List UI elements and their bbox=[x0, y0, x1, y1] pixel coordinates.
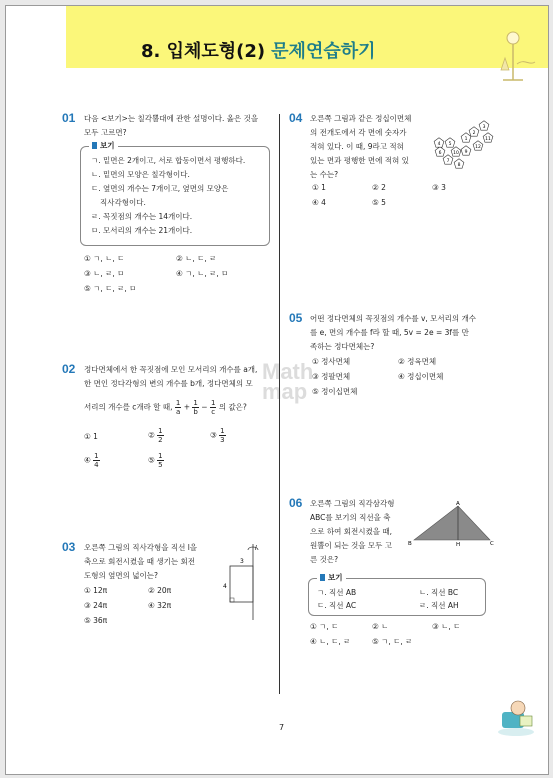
choice-2[interactable]: ② 정육면체 bbox=[398, 357, 437, 366]
choice-5[interactable]: ⑤ 5 bbox=[372, 198, 386, 207]
net-face-label: 12 bbox=[475, 145, 481, 150]
question-number: 02 bbox=[62, 362, 76, 376]
choice-1[interactable]: ① 1 bbox=[84, 432, 98, 441]
net-face-label: 7 bbox=[446, 159, 450, 164]
net-face-label: 11 bbox=[485, 137, 491, 142]
example-box: 보기 ㄱ. 직선 AB ㄴ. 직선 BC ㄷ. 직선 AC ㄹ. 직선 AH bbox=[308, 578, 486, 616]
choice-4[interactable]: ④ ㄱ, ㄴ, ㄹ, ㅁ bbox=[176, 269, 229, 278]
choice-3[interactable]: ③ ㄴ, ㄷ bbox=[432, 622, 461, 631]
choice-1[interactable]: ① 1 bbox=[312, 183, 326, 192]
choice-4[interactable]: ④ 4 bbox=[312, 198, 326, 207]
question-number: 06 bbox=[289, 496, 303, 510]
svg-text:B: B bbox=[408, 541, 412, 546]
dodecahedron-net-figure bbox=[426, 116, 506, 182]
boy-reading-mascot-icon bbox=[494, 698, 538, 738]
choice-4[interactable]: ④ ㄴ, ㄷ, ㄹ bbox=[310, 637, 351, 646]
page-title bbox=[141, 37, 376, 63]
choice-1[interactable]: ① 12π bbox=[84, 586, 108, 595]
column-divider bbox=[279, 114, 280, 694]
question-number: 05 bbox=[289, 311, 303, 325]
chapter-title: 8. 입체도형(2) bbox=[141, 41, 266, 62]
question-text: 정다면체에서 한 꼭짓점에 모인 모서리의 개수를 a개, 한 면인 정다각형의 변의 개수를 b개, 정다면체의 모 bbox=[84, 365, 258, 388]
workbook-page bbox=[5, 5, 549, 775]
net-face-label: 5 bbox=[448, 142, 452, 147]
page-number: 7 bbox=[279, 723, 285, 732]
choice-1[interactable]: ① 정사면체 bbox=[312, 357, 351, 366]
choice-5[interactable]: ⑤ ㄱ, ㄷ, ㄹ, ㅁ bbox=[84, 284, 137, 293]
net-face-label: 4 bbox=[437, 142, 441, 147]
rectangle-rotation-figure bbox=[216, 542, 266, 622]
question-text: 어떤 정다면체의 꼭짓점의 개수를 v, 모서리의 개수 를 e, 면의 개수를 f라 할 때, 5v = 2e = 3f를 만 족하는 정다면체는? bbox=[310, 314, 477, 351]
choice-5[interactable]: ⑤ 36π bbox=[84, 616, 108, 625]
question-number: 04 bbox=[289, 111, 303, 125]
choice-5[interactable]: ⑤ ㄱ, ㄷ, ㄹ bbox=[372, 637, 413, 646]
watermark: Math map bbox=[262, 359, 314, 404]
choice-5[interactable]: ⑤ $\frac{1}{5}$ bbox=[148, 452, 163, 469]
question-text: 오른쪽 그림의 직각삼각형 ABC를 보기의 직선을 축 으로 하여 회전시켰을 때, 원뿔이 되는 것을 모두 고 른 것은? bbox=[310, 499, 395, 564]
choice-3[interactable]: ③ 24π bbox=[84, 601, 108, 610]
choice-4[interactable]: ④ 정십이면체 bbox=[398, 372, 444, 381]
choice-4[interactable]: ④ 32π bbox=[148, 601, 172, 610]
question-number: 03 bbox=[62, 540, 76, 554]
svg-text:H: H bbox=[456, 542, 461, 546]
choice-2[interactable]: ② 2 bbox=[372, 183, 386, 192]
choice-5[interactable]: ⑤ 정이십면체 bbox=[312, 387, 358, 396]
header-band bbox=[66, 6, 548, 68]
question-number: 01 bbox=[62, 111, 76, 125]
net-face-label: 8 bbox=[457, 163, 461, 168]
net-face-label: 3 bbox=[482, 125, 486, 130]
net-face-label: 2 bbox=[472, 131, 476, 136]
svg-text:3: 3 bbox=[240, 558, 244, 565]
choice-2[interactable]: ② ㄴ bbox=[372, 622, 389, 631]
example-box: 보기 ㄱ. 밑면은 2개이고, 서로 합동이면서 평행하다. ㄴ. 밑면의 모양은 칠각형이다. ㄷ. 옆면의 개수는 7개이고, 옆면의 모양은 직사각형이다. ㄹ. 꼭짓점의 개수는 14개이다. ㅁ. 모서리의 개수는 21개이다. bbox=[80, 146, 270, 246]
question-formula-line: 서리의 개수를 c개라 할 때, $\frac{1}{a}$ + $\frac{1}{b}$ − $\frac{1}{c}$ 의 값은? bbox=[84, 399, 247, 416]
fraction: $\frac{1}{b}$ bbox=[193, 399, 198, 416]
choice-2[interactable]: ② 20π bbox=[148, 586, 172, 595]
box-label: 보기 bbox=[89, 140, 118, 151]
svg-text:A: A bbox=[456, 501, 460, 507]
svg-text:C: C bbox=[490, 541, 494, 546]
net-face-label: 6 bbox=[438, 151, 442, 156]
choice-3[interactable]: ③ ㄴ, ㄹ, ㅁ bbox=[84, 269, 125, 278]
fraction: $\frac{1}{a}$ bbox=[175, 399, 181, 416]
net-face-label: 10 bbox=[453, 151, 459, 156]
svg-text:4: 4 bbox=[223, 583, 227, 590]
choice-3[interactable]: ③ $\frac{1}{3}$ bbox=[210, 427, 225, 444]
question-text: 오른쪽 그림과 같은 정십이면체 의 전개도에서 각 면에 숫자가 적혀 있다. 이 때, 9라고 적혀 있는 면과 평행한 면에 적혀 있 는 수는? bbox=[310, 114, 412, 179]
choice-3[interactable]: ③ 3 bbox=[432, 183, 446, 192]
choice-3[interactable]: ③ 정팔면체 bbox=[312, 372, 351, 381]
right-triangle-figure bbox=[406, 500, 496, 546]
net-face-label: 1 bbox=[464, 137, 468, 142]
section-subtitle: 문제연습하기 bbox=[271, 41, 376, 62]
choice-4[interactable]: ④ $\frac{1}{4}$ bbox=[84, 452, 99, 469]
net-face-label: 9 bbox=[464, 150, 468, 155]
box-label: 보기 bbox=[317, 572, 346, 583]
choice-2[interactable]: ② ㄴ, ㄷ, ㄹ bbox=[176, 254, 217, 263]
question-text: 다음 <보기>는 칠각뿔대에 관한 설명이다. 옳은 것을 모두 고르면? bbox=[84, 114, 259, 137]
lamp-decoration-icon bbox=[481, 20, 541, 90]
choice-2[interactable]: ② $\frac{1}{2}$ bbox=[148, 427, 163, 444]
choice-1[interactable]: ① ㄱ, ㄴ, ㄷ bbox=[84, 254, 125, 263]
fraction: $\frac{1}{c}$ bbox=[210, 399, 216, 416]
question-text: 오른쪽 그림의 직사각형을 직선 l을 축으로 회전시켰을 때 생기는 회전 도형의 옆면의 넓이는? bbox=[84, 543, 198, 580]
svg-text:l: l bbox=[255, 545, 257, 552]
choice-1[interactable]: ① ㄱ, ㄷ bbox=[310, 622, 339, 631]
